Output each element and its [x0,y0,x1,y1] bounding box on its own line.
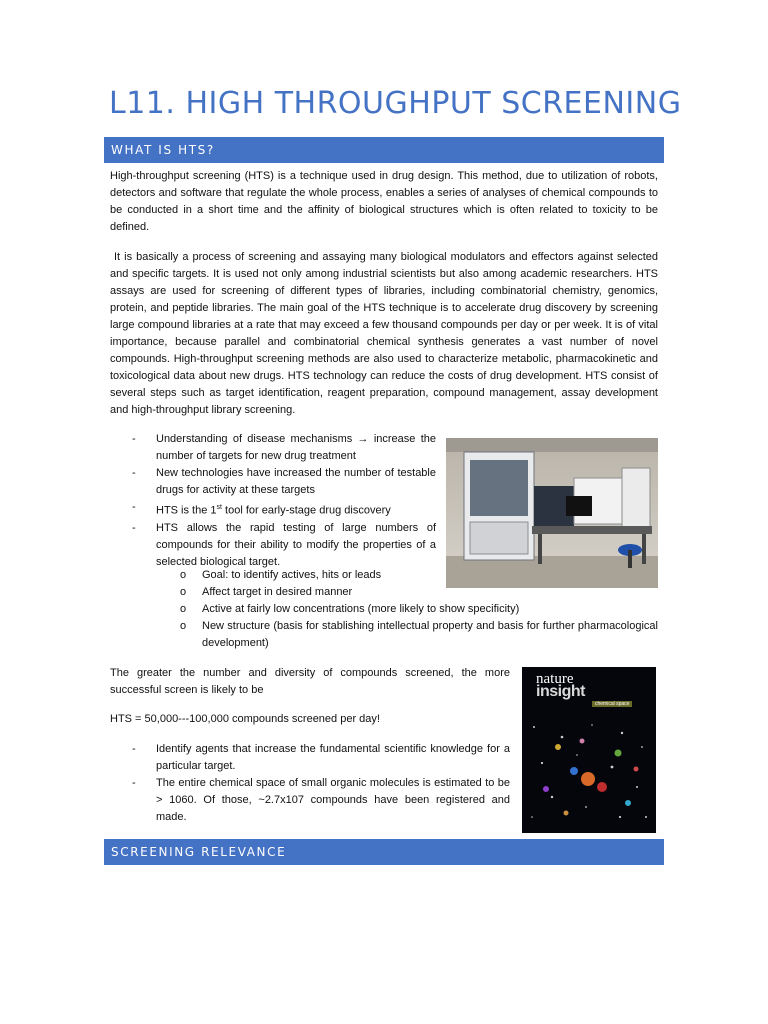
paragraph-diversity: The greater the number and diversity of compounds screened, the more successful screen is likely to be [110,667,510,696]
bullet-list-chemical-space [110,741,510,826]
list-item: o Affect target in desired manner [180,586,353,598]
section-header-screening-relevance: SCREENING RELEVANCE [104,839,664,865]
list-item: - HTS is the 1st tool for early-stage drug discovery [132,501,391,517]
hts-rate-statement: HTS = 50,000---100,000 compounds screened per day! [110,713,380,725]
nature-insight-cover [522,667,656,833]
paragraph-process: It is basically a process of screening and assaying many biological modulators and effectors against selected and specific targets. It is used not only among industrial scientists but also among academic researchers. HTS assays are used for screening of different types of libraries, including combinatorial chemistry, genomics, protein, and peptide libraries. The main goal of the HTS technique is to accelerate drug discovery by screening large compound libraries at a rate that may exceed a few thousand compounds per day or per week. It is of vital importance, because parallel and combinatorial chemical synthesis generates a vast number of novel compounds. High-throughput screening methods are also used to characterize metabolic, pharmacokinetic and toxicological data about new drugs. HTS technology can reduce the costs of drug development. HTS consist of several steps such as target identification, reagent preparation, compound management, assay development and high-throughput library screening. [110,251,658,416]
page-title: L11. HIGH THROUGHPUT SCREENING [109,86,682,121]
list-item: - New technologies have increased the number of testable drugs for activity at these targets [132,467,436,496]
cover-subtitle: chemical space [592,701,632,707]
cover-brand-insight: insight [536,683,585,700]
list-item: - Identify agents that increase the fundamental scientific knowledge for a particular target. [132,743,510,772]
list-item: o Active at fairly low concentrations (more likely to show specificity) [180,603,520,615]
bullet-list-hts [110,431,436,571]
cover-brand-nature: nature [536,671,574,687]
arrow-right-icon: → [357,433,369,445]
hts-robot-photo [446,438,658,588]
list-item: - HTS allows the rapid testing of large numbers of compounds for their ability to modify the properties of a selected biological target. [132,521,436,568]
list-item: - Understanding of disease mechanisms → increase the number of targets for new drug treatment [132,433,436,462]
list-item: o New structure (basis for stablishing intellectual property and basis for further pharmacological development) [180,620,658,649]
list-item: o Goal: to identify actives, hits or leads [180,569,382,581]
section-header-what-is-hts: WHAT IS HTS? [104,137,664,163]
list-item: - The entire chemical space of small organic molecules is estimated to be > 1060. Of those, ~2.7x107 compounds have been registered and made. [132,777,510,823]
paragraph-intro: High-throughput screening (HTS) is a technique used in drug design. This method, due to utilization of robots, detectors and software that regulate the whole process, enables a series of analyses of chemical compounds to be conducted in a short time and the affinity of biological structures which is often related to toxicity to be defined. [110,170,658,233]
